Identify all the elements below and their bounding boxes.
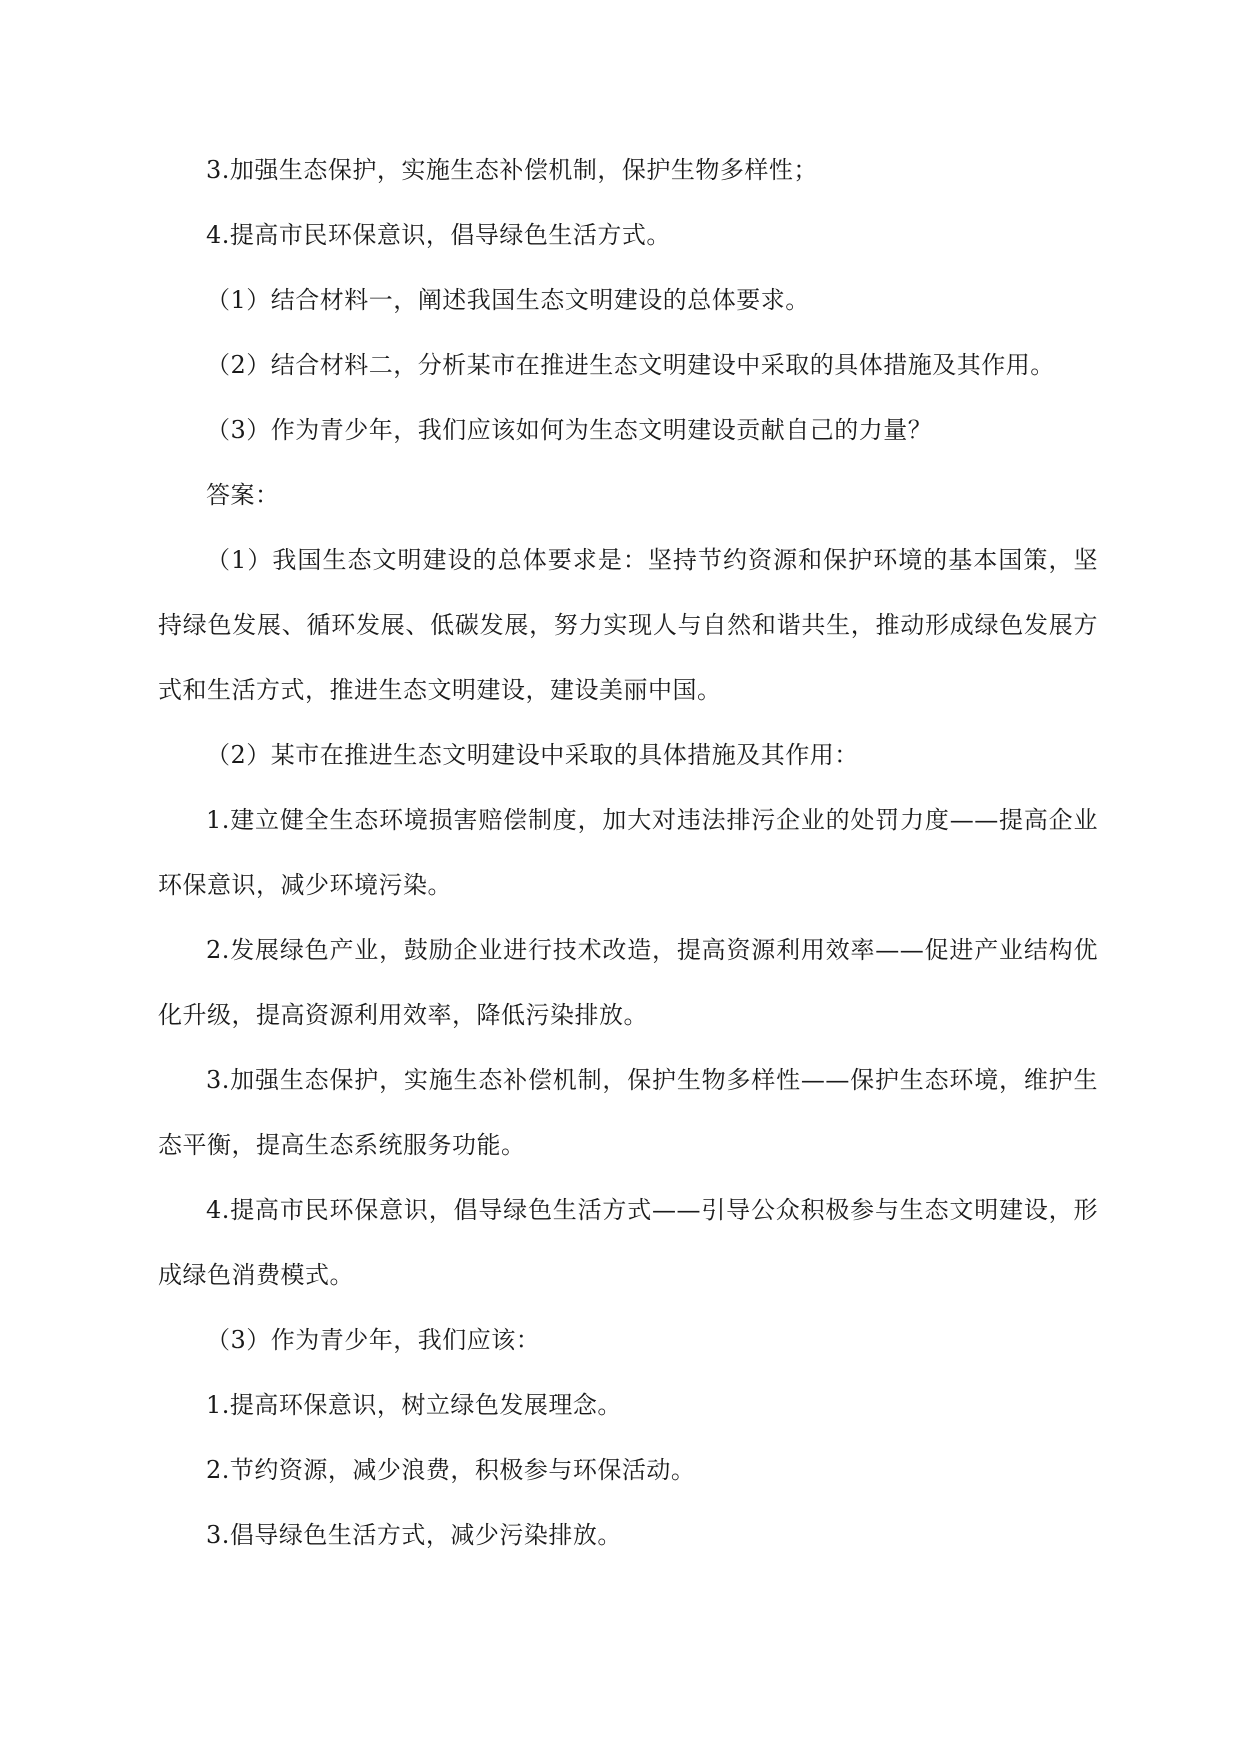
- answer-3-intro: （3）作为青少年，我们应该：: [206, 1326, 541, 1354]
- answer-1: （1）我国生态文明建设的总体要求是：坚持节约资源和保护环境的基本国策，坚持绿色发展、循环发展、低碳发展，努力实现人与自然和谐共生，推动形成绿色发展方式和生活方式，推进生态文明建设，建设美丽中国。: [158, 546, 1098, 704]
- paragraph-measure-3: 3.加强生态保护，实施生态补偿机制，保护生物多样性；: [206, 156, 818, 184]
- answer-3-item-3: 3.倡导绿色生活方式，减少污染排放。: [206, 1521, 622, 1549]
- answer-2-item-3: 3.加强生态保护，实施生态补偿机制，保护生物多样性——保护生态环境，维护生态平衡，提高生态系统服务功能。: [158, 1066, 1098, 1159]
- document-body: [158, 138, 1098, 1568]
- answer-3-item-1: 1.提高环保意识，树立绿色发展理念。: [206, 1391, 622, 1419]
- question-3: （3）作为青少年，我们应该如何为生态文明建设贡献自己的力量？: [206, 416, 933, 444]
- answer-2-item-1: 1.建立健全生态环境损害赔偿制度，加大对违法排污企业的处罚力度——提高企业环保意识，减少环境污染。: [158, 806, 1098, 899]
- paragraph-measure-4: 4.提高市民环保意识，倡导绿色生活方式。: [206, 221, 671, 249]
- question-2: （2）结合材料二，分析某市在推进生态文明建设中采取的具体措施及其作用。: [206, 351, 1055, 379]
- answer-2-item-4: 4.提高市民环保意识，倡导绿色生活方式——引导公众积极参与生态文明建设，形成绿色消费模式。: [158, 1196, 1098, 1289]
- answer-3-item-2: 2.节约资源，减少浪费，积极参与环保活动。: [206, 1456, 696, 1484]
- answer-heading: 答案：: [206, 481, 280, 509]
- answer-2-item-2: 2.发展绿色产业，鼓励企业进行技术改造，提高资源利用效率——促进产业结构优化升级，提高资源利用效率，降低污染排放。: [158, 936, 1098, 1029]
- answer-2-intro: （2）某市在推进生态文明建设中采取的具体措施及其作用：: [206, 741, 859, 769]
- question-1: （1）结合材料一，阐述我国生态文明建设的总体要求。: [206, 286, 810, 314]
